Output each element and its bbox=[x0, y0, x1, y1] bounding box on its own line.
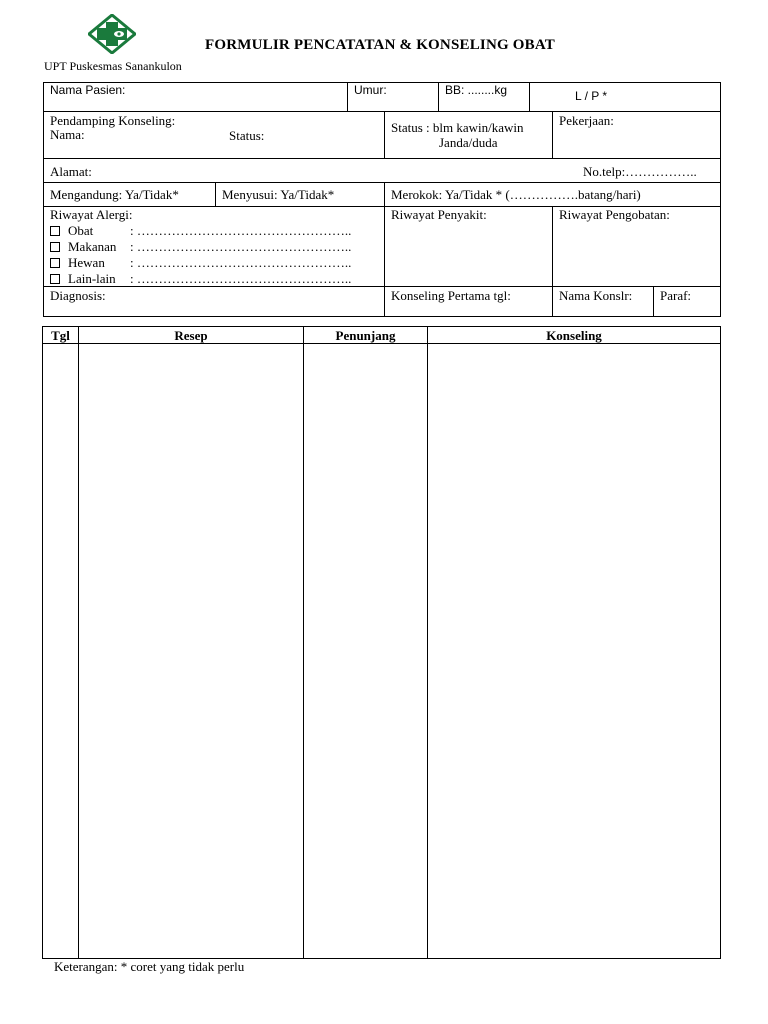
form-title: FORMULIR PENCATATAN & KONSELING OBAT bbox=[205, 37, 555, 53]
alergi-dots: : ………………………………………….. bbox=[130, 223, 352, 238]
alergi-item: Obat bbox=[50, 223, 93, 238]
mengandung-label: Mengandung: Ya/Tidak* bbox=[50, 187, 179, 202]
checkbox-icon[interactable] bbox=[50, 226, 60, 236]
riwayat-alergi-label: Riwayat Alergi: bbox=[50, 207, 133, 222]
riwayat-penyakit-label: Riwayat Penyakit: bbox=[391, 207, 487, 222]
pekerjaan-label: Pekerjaan: bbox=[559, 113, 614, 128]
paraf-label: Paraf: bbox=[660, 288, 692, 303]
col-header-penunjang: Penunjang bbox=[335, 328, 396, 343]
merokok-label: Merokok: Ya/Tidak * (…………….batang/hari) bbox=[391, 187, 641, 202]
counseling-log-table bbox=[42, 326, 721, 959]
puskesmas-logo bbox=[88, 14, 136, 54]
col-header-konseling: Konseling bbox=[546, 328, 602, 343]
clinic-name: UPT Puskesmas Sanankulon bbox=[44, 59, 182, 73]
pendamping-label: Pendamping Konseling: bbox=[50, 113, 176, 128]
alergi-item: Makanan bbox=[50, 239, 116, 254]
alergi-item: Hewan bbox=[50, 255, 105, 270]
checkbox-icon[interactable] bbox=[50, 242, 60, 252]
konseling-pertama-label: Konseling Pertama tgl: bbox=[391, 288, 511, 303]
umur-label: Umur: bbox=[354, 83, 387, 97]
status-kawin-label: Status : blm kawin/kawin bbox=[391, 120, 524, 135]
keterangan-note: Keterangan: * coret yang tidak perlu bbox=[54, 959, 245, 974]
alergi-dots: : ………………………………………….. bbox=[130, 255, 352, 270]
pendamping-nama-label: Nama: bbox=[50, 127, 85, 142]
alamat-label: Alamat: bbox=[50, 164, 92, 179]
col-header-tgl: Tgl bbox=[51, 328, 70, 343]
alergi-item: Lain-lain bbox=[50, 271, 116, 286]
bb-label: BB: ........kg bbox=[445, 83, 508, 97]
nama-konselor-label: Nama Konslr: bbox=[559, 288, 633, 303]
pendamping-status-label: Status: bbox=[229, 128, 265, 143]
nama-pasien-label: Nama Pasien: bbox=[50, 83, 126, 97]
alergi-dots: : ………………………………………….. bbox=[130, 239, 352, 254]
checkbox-icon[interactable] bbox=[50, 258, 60, 268]
menyusui-label: Menyusui: Ya/Tidak* bbox=[222, 187, 335, 202]
alergi-dots: : ………………………………………….. bbox=[130, 271, 352, 286]
cross-logo-icon bbox=[88, 14, 136, 54]
col-header-resep: Resep bbox=[174, 328, 208, 343]
lp-label: L / P * bbox=[575, 89, 608, 103]
checkbox-icon[interactable] bbox=[50, 274, 60, 284]
riwayat-pengobatan-label: Riwayat Pengobatan: bbox=[559, 207, 670, 222]
diagnosis-label: Diagnosis: bbox=[50, 288, 106, 303]
status-janda-label: Janda/duda bbox=[439, 135, 498, 150]
no-telp-label: No.telp:…………….. bbox=[583, 164, 697, 179]
